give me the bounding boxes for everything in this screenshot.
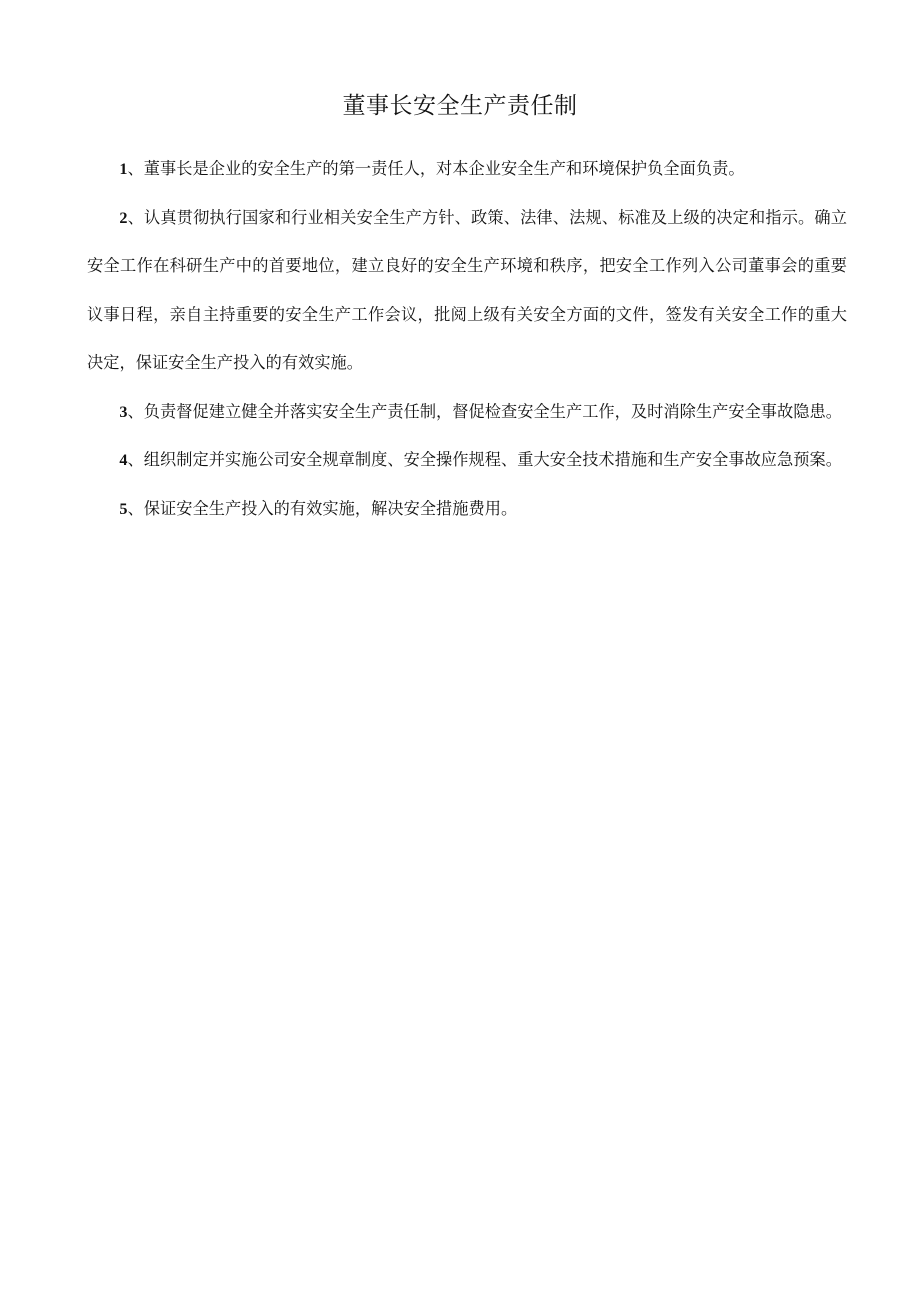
clause-number: 4 xyxy=(119,451,128,469)
clause-number: 5 xyxy=(119,499,128,518)
clause-text: 、组织制定并实施公司安全规章制度、安全操作规程、重大安全技术措施和生产安全事故应急预案。 xyxy=(127,450,842,469)
clause-list xyxy=(87,145,847,533)
clause-1 xyxy=(87,145,847,194)
clause-5 xyxy=(87,485,847,534)
clause-2 xyxy=(87,194,847,388)
clause-text: 、认真贯彻执行国家和行业相关安全生产方针、政策、法律、法规、标准及上级的决定和指示。确立安全工作在科研生产中的首要地位，建立良好的安全生产环境和秩序，把安全工作列入公司董事会的重要议事日程，亲自主持重要的安全生产工作会议，批阅上级有关安全方面的文件，签发有关安全工作的重大决定，保证安全生产投入的有效实施。 xyxy=(87,207,847,372)
clause-text: 、董事长是企业的安全生产的第一责任人，对本企业安全生产和环境保护负全面负责。 xyxy=(127,159,745,178)
clause-text: 、负责督促建立健全并落实安全生产责任制，督促检查安全生产工作，及时消除生产安全事故隐患。 xyxy=(127,401,842,421)
clause-number: 2 xyxy=(119,208,128,227)
clause-number: 1 xyxy=(119,160,128,178)
clause-4 xyxy=(87,436,847,485)
clause-3 xyxy=(87,388,847,437)
clause-number: 3 xyxy=(119,402,128,421)
page-title: 董事长安全生产责任制 xyxy=(342,93,578,119)
clause-text: 、保证安全生产投入的有效实施，解决安全措施费用。 xyxy=(127,498,518,518)
